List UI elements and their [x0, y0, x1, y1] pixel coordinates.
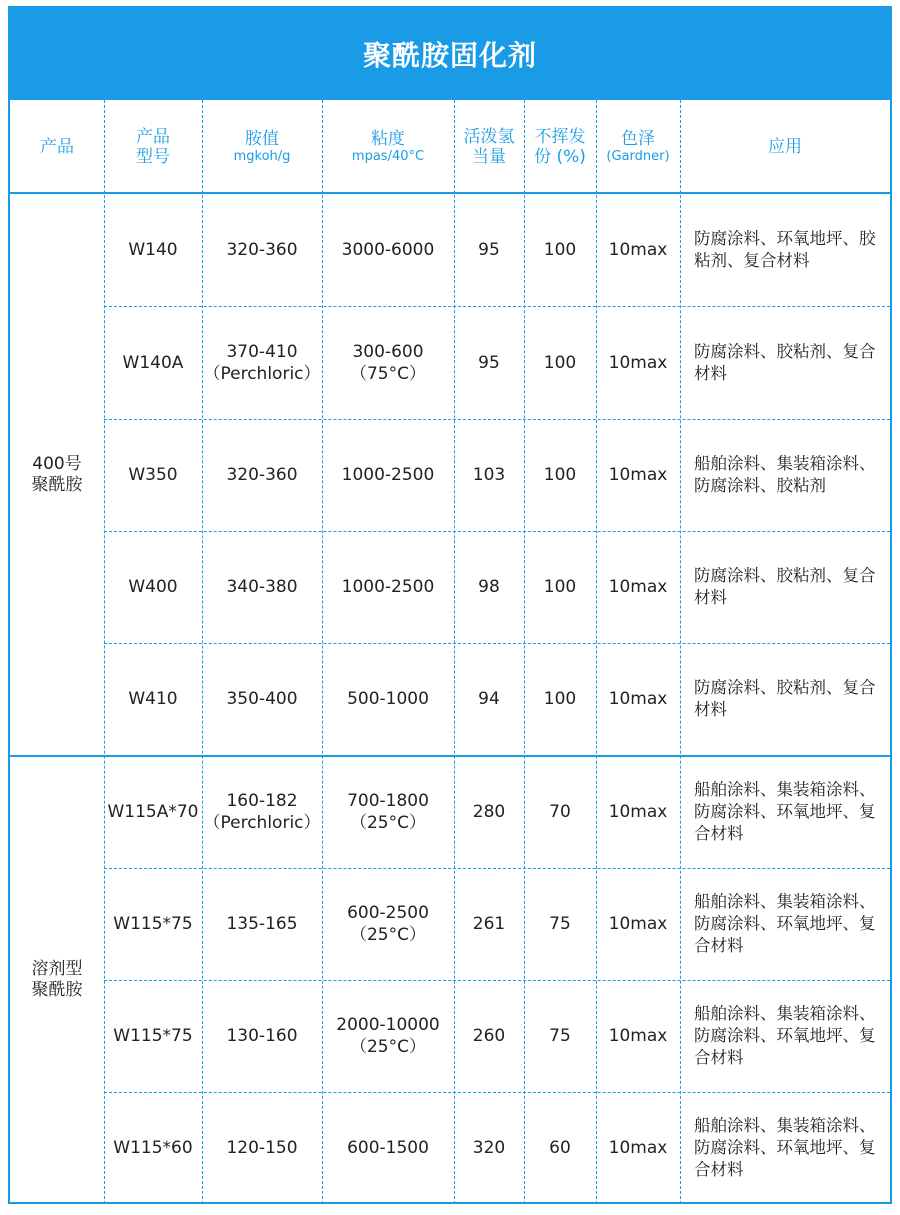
- amine-value: 340-380: [226, 577, 298, 597]
- application-line: 船舶涂料、集装箱涂料、: [694, 892, 876, 911]
- header-nonvolatile: [524, 102, 596, 192]
- application-line: 合材料: [694, 936, 744, 955]
- row-divider: [10, 192, 890, 194]
- application-line: 防腐涂料、环氧地坪、复: [694, 1138, 876, 1157]
- cell-hydrogen: [454, 980, 524, 1092]
- cell-nonvolatile: [524, 868, 596, 980]
- color-value: 10max: [608, 1138, 668, 1158]
- application-text: [694, 453, 876, 497]
- cell-hydrogen: [454, 1092, 524, 1204]
- cell-viscosity: [322, 643, 454, 755]
- group-400-polyamide: [10, 194, 104, 755]
- cell-model: [104, 194, 202, 306]
- cell-application: [680, 1092, 890, 1204]
- viscosity-value: （25°C）: [349, 925, 426, 945]
- cell-amine: [202, 531, 322, 643]
- cell-application: [680, 419, 890, 531]
- model-value: W115*60: [113, 1138, 193, 1158]
- header-product: [10, 102, 104, 192]
- header-amine-line1: 胺值: [245, 129, 279, 149]
- hydrogen-value: 261: [472, 914, 506, 934]
- header-product-label: 产品: [40, 137, 74, 157]
- amine-value: 370-410: [226, 341, 298, 362]
- cell-nonvolatile: [524, 419, 596, 531]
- row-divider: [104, 980, 890, 981]
- row-divider: [104, 643, 890, 644]
- cell-application: [680, 306, 890, 419]
- cell-color: [596, 531, 680, 643]
- application-text: [694, 1115, 876, 1181]
- cell-model: [104, 643, 202, 755]
- color-value: 10max: [608, 1026, 668, 1046]
- header-model: [104, 102, 202, 192]
- application-line: 防腐涂料、环氧地坪、复: [694, 1026, 876, 1045]
- cell-viscosity: [322, 755, 454, 868]
- application-line: 防腐涂料、环氧地坪、复: [694, 801, 876, 821]
- amine-value: 120-150: [226, 1138, 298, 1158]
- application-line: 防腐涂料、胶粘剂、复合: [694, 566, 876, 585]
- group-solvent-line1: 溶剂型: [31, 958, 83, 979]
- row-divider: [104, 419, 890, 420]
- header-application: [680, 102, 890, 192]
- cell-amine: [202, 194, 322, 306]
- cell-hydrogen: [454, 194, 524, 306]
- viscosity-value: 600-1500: [347, 1138, 429, 1158]
- cell-application: [680, 643, 890, 755]
- header-hydrogen-line2: 当量: [472, 147, 506, 167]
- header-hydrogen-line1: 活泼氢: [463, 127, 515, 147]
- column-divider: [680, 100, 681, 1204]
- cell-color: [596, 755, 680, 868]
- header-amine: [202, 102, 322, 192]
- cell-amine: [202, 419, 322, 531]
- amine-value: 130-160: [226, 1026, 298, 1046]
- hydrogen-value: 103: [472, 465, 506, 485]
- viscosity-value: （75°C）: [349, 363, 426, 384]
- application-line: 合材料: [694, 823, 744, 843]
- cell-hydrogen: [454, 868, 524, 980]
- cell-nonvolatile: [524, 306, 596, 419]
- header-nonvolatile-line2: 份 (%): [534, 147, 586, 167]
- column-divider: [104, 100, 105, 1204]
- cell-model: [104, 1092, 202, 1204]
- cell-application: [680, 868, 890, 980]
- model-value: W140: [128, 240, 178, 260]
- row-divider: [10, 755, 890, 757]
- model-value: W115A*70: [107, 801, 199, 822]
- nonvolatile-value: 60: [549, 1138, 571, 1158]
- product-table: [8, 6, 892, 1204]
- cell-application: [680, 194, 890, 306]
- header-viscosity: [322, 102, 454, 192]
- cell-viscosity: [322, 980, 454, 1092]
- hydrogen-value: 98: [478, 577, 500, 597]
- application-text: [694, 779, 876, 845]
- cell-color: [596, 643, 680, 755]
- model-value: W410: [128, 689, 178, 709]
- header-model-line2: 型号: [136, 147, 170, 167]
- cell-model: [104, 980, 202, 1092]
- application-line: 船舶涂料、集装箱涂料、: [694, 779, 876, 799]
- column-divider: [596, 100, 597, 1204]
- header-viscosity-line1: 粘度: [371, 129, 405, 149]
- application-text: [694, 891, 876, 957]
- hydrogen-value: 95: [478, 352, 500, 373]
- cell-hydrogen: [454, 306, 524, 419]
- cell-model: [104, 306, 202, 419]
- row-divider: [104, 306, 890, 307]
- viscosity-value: （25°C）: [349, 1037, 426, 1057]
- group-400-line1: 400号: [32, 453, 82, 474]
- hydrogen-value: 94: [478, 689, 500, 709]
- nonvolatile-value: 100: [543, 240, 577, 260]
- amine-value: 320-360: [226, 240, 298, 260]
- cell-nonvolatile: [524, 643, 596, 755]
- amine-value: 320-360: [226, 465, 298, 485]
- application-line: 防腐涂料、环氧地坪、胶: [694, 229, 876, 248]
- cell-amine: [202, 755, 322, 868]
- amine-value: （Perchloric）: [203, 363, 321, 384]
- cell-nonvolatile: [524, 980, 596, 1092]
- cell-model: [104, 755, 202, 868]
- group-solvent-polyamide: [10, 755, 104, 1204]
- color-value: 10max: [608, 577, 668, 597]
- header-viscosity-unit: mpas/40°C: [351, 149, 425, 164]
- cell-amine: [202, 980, 322, 1092]
- model-value: W115*75: [113, 1026, 193, 1046]
- application-text: [694, 1003, 876, 1069]
- hydrogen-value: 280: [472, 801, 506, 822]
- cell-amine: [202, 643, 322, 755]
- header-application-label: 应用: [768, 137, 802, 157]
- header-color-line2: (Gardner): [606, 149, 670, 164]
- cell-color: [596, 306, 680, 419]
- viscosity-value: 700-1800: [347, 790, 429, 811]
- nonvolatile-value: 75: [549, 914, 571, 934]
- hydrogen-value: 260: [472, 1026, 506, 1046]
- cell-model: [104, 419, 202, 531]
- model-value: W115*75: [113, 914, 193, 934]
- color-value: 10max: [608, 689, 668, 709]
- application-line: 合材料: [694, 1160, 744, 1179]
- header-model-line1: 产品: [136, 127, 170, 147]
- cell-nonvolatile: [524, 531, 596, 643]
- cell-model: [104, 868, 202, 980]
- nonvolatile-value: 100: [543, 577, 577, 597]
- hydrogen-value: 95: [478, 240, 500, 260]
- application-line: 防腐涂料、胶粘剂: [694, 476, 826, 495]
- group-solvent-line2: 聚酰胺: [31, 979, 83, 1000]
- column-divider: [454, 100, 455, 1204]
- color-value: 10max: [608, 352, 668, 373]
- column-divider: [322, 100, 323, 1204]
- amine-value: 350-400: [226, 689, 298, 709]
- amine-value: 135-165: [226, 914, 298, 934]
- cell-viscosity: [322, 868, 454, 980]
- hydrogen-value: 320: [472, 1138, 506, 1158]
- application-text: [694, 677, 876, 721]
- amine-value: （Perchloric）: [203, 812, 321, 833]
- color-value: 10max: [608, 914, 668, 934]
- header-amine-unit: mgkoh/g: [233, 149, 291, 164]
- nonvolatile-value: 100: [543, 689, 577, 709]
- cell-application: [680, 980, 890, 1092]
- model-value: W350: [128, 465, 178, 485]
- application-line: 船舶涂料、集装箱涂料、: [694, 454, 876, 473]
- cell-viscosity: [322, 531, 454, 643]
- column-divider: [524, 100, 525, 1204]
- row-divider: [104, 1092, 890, 1093]
- cell-color: [596, 980, 680, 1092]
- nonvolatile-value: 100: [543, 352, 577, 373]
- header-color-line1: 色泽: [621, 129, 655, 149]
- group-400-line2: 聚酰胺: [31, 474, 83, 495]
- model-value: W400: [128, 577, 178, 597]
- cell-hydrogen: [454, 419, 524, 531]
- cell-application: [680, 755, 890, 868]
- cell-color: [596, 868, 680, 980]
- cell-nonvolatile: [524, 1092, 596, 1204]
- cell-color: [596, 194, 680, 306]
- cell-hydrogen: [454, 755, 524, 868]
- row-divider: [104, 531, 890, 532]
- viscosity-value: 2000-10000: [336, 1015, 440, 1035]
- cell-application: [680, 531, 890, 643]
- nonvolatile-value: 75: [549, 1026, 571, 1046]
- application-text: [694, 341, 876, 385]
- application-line: 粘剂、复合材料: [694, 251, 810, 270]
- application-line: 防腐涂料、环氧地坪、复: [694, 914, 876, 933]
- viscosity-value: （25°C）: [349, 812, 426, 833]
- color-value: 10max: [608, 801, 668, 822]
- application-line: 船舶涂料、集装箱涂料、: [694, 1116, 876, 1135]
- header-nonvolatile-line1: 不挥发: [534, 127, 586, 147]
- color-value: 10max: [608, 240, 668, 260]
- cell-model: [104, 531, 202, 643]
- viscosity-value: 1000-2500: [341, 577, 435, 597]
- nonvolatile-value: 70: [549, 801, 571, 822]
- application-line: 合材料: [694, 1048, 744, 1067]
- cell-nonvolatile: [524, 194, 596, 306]
- model-value: W140A: [122, 352, 184, 373]
- cell-viscosity: [322, 419, 454, 531]
- viscosity-value: 1000-2500: [341, 465, 435, 485]
- header-color: [596, 102, 680, 192]
- cell-color: [596, 419, 680, 531]
- cell-viscosity: [322, 1092, 454, 1204]
- header-hydrogen: [454, 102, 524, 192]
- application-line: 防腐涂料、胶粘剂、复合: [694, 341, 876, 361]
- application-text: [694, 228, 876, 272]
- cell-color: [596, 1092, 680, 1204]
- cell-amine: [202, 306, 322, 419]
- cell-amine: [202, 868, 322, 980]
- application-line: 材料: [694, 363, 727, 383]
- cell-hydrogen: [454, 531, 524, 643]
- viscosity-value: 3000-6000: [341, 240, 435, 260]
- application-text: [694, 565, 876, 609]
- viscosity-value: 600-2500: [347, 903, 429, 923]
- nonvolatile-value: 100: [543, 465, 577, 485]
- viscosity-value: 300-600: [352, 341, 424, 362]
- color-value: 10max: [608, 465, 668, 485]
- column-divider: [202, 100, 203, 1204]
- table-title: 聚酰胺固化剂: [10, 8, 890, 100]
- cell-hydrogen: [454, 643, 524, 755]
- viscosity-value: 500-1000: [347, 689, 429, 709]
- application-line: 船舶涂料、集装箱涂料、: [694, 1004, 876, 1023]
- row-divider: [104, 868, 890, 869]
- cell-viscosity: [322, 306, 454, 419]
- cell-viscosity: [322, 194, 454, 306]
- amine-value: 160-182: [226, 790, 298, 811]
- cell-amine: [202, 1092, 322, 1204]
- application-line: 材料: [694, 700, 727, 719]
- application-line: 材料: [694, 588, 727, 607]
- application-line: 防腐涂料、胶粘剂、复合: [694, 678, 876, 697]
- cell-nonvolatile: [524, 755, 596, 868]
